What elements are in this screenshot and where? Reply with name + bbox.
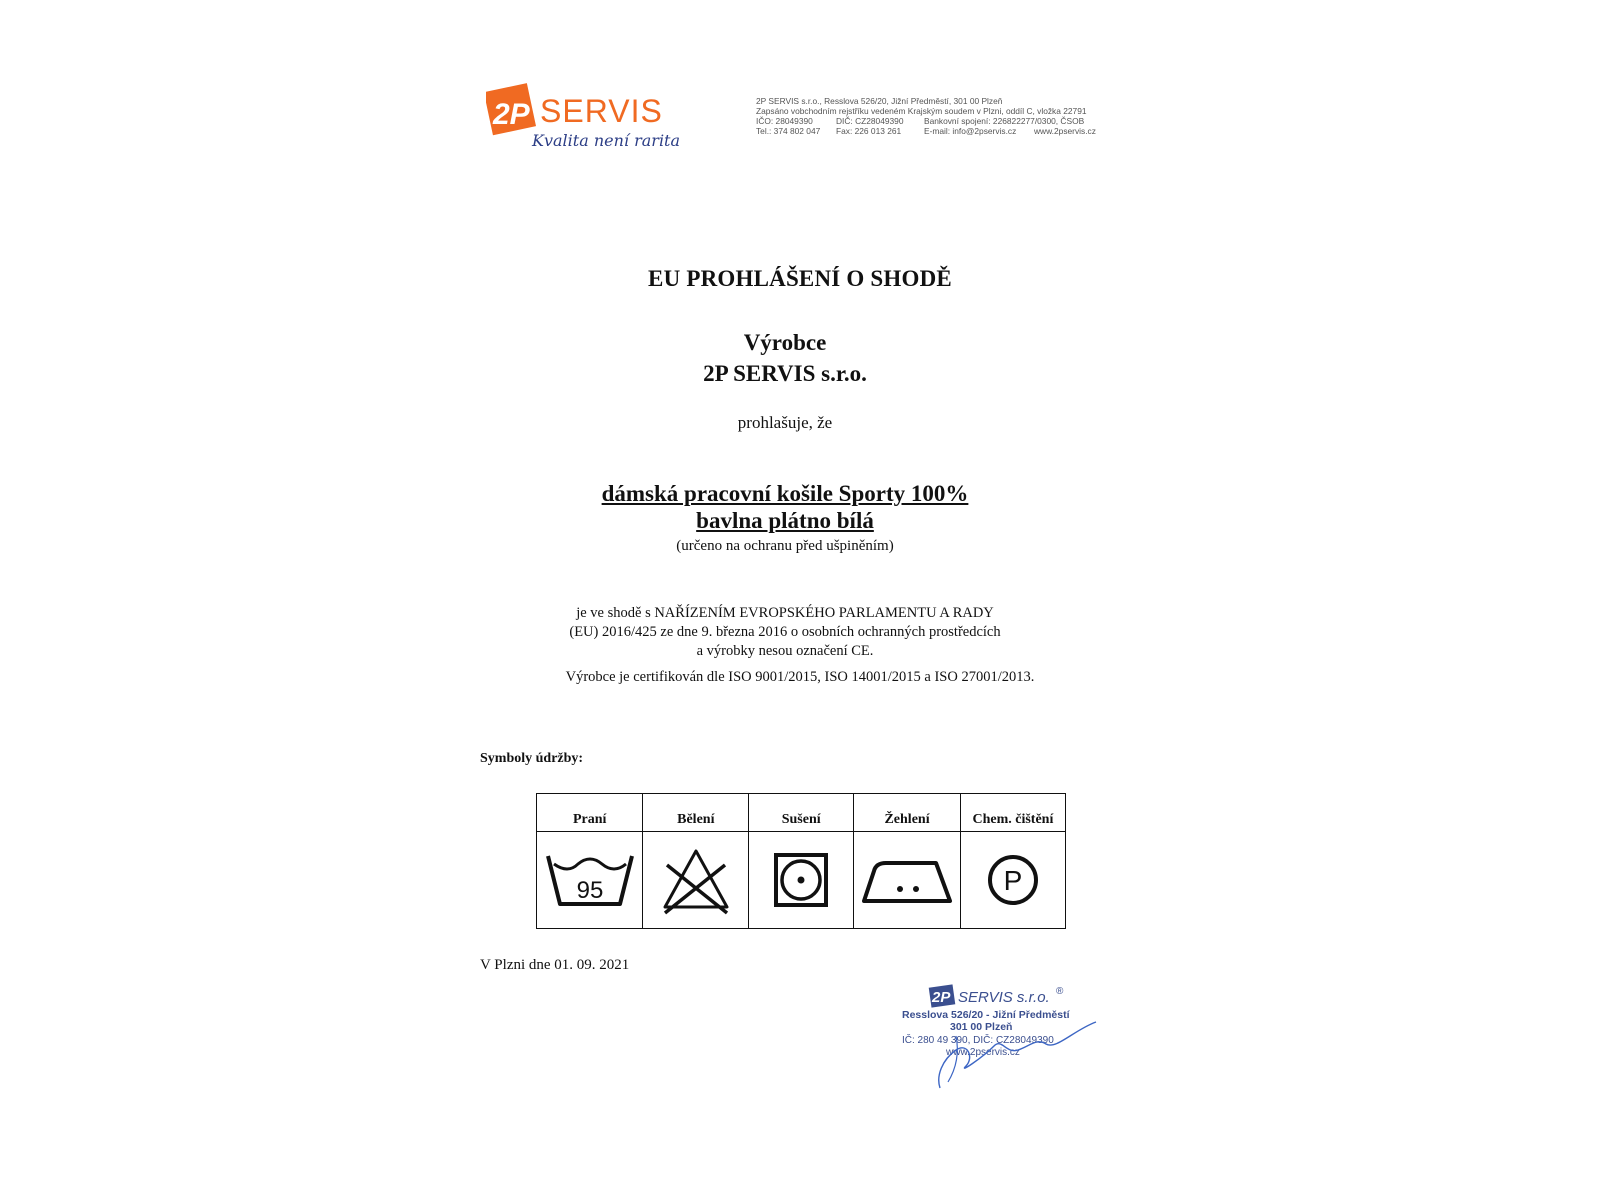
no-bleach-icon bbox=[661, 845, 731, 915]
logo-name: SERVIS bbox=[540, 93, 663, 129]
care-header-ironing: Žehlení bbox=[854, 794, 961, 832]
company-contact-line bbox=[756, 126, 1116, 136]
conformity-line-1: je ve shodě s NAŘÍZENÍM EVROPSKÉHO PARLAMENTU A RADY bbox=[576, 605, 994, 621]
care-header-washing: Praní bbox=[537, 794, 643, 832]
care-header-row bbox=[537, 794, 1066, 832]
stamp-address-1: Resslova 526/20 - Jižní Předměstí bbox=[902, 1009, 1070, 1021]
certification-statement: Výrobce je certifikován dle ISO 9001/2015, ISO 14001/2015 a ISO 27001/2013. bbox=[565, 669, 1035, 685]
document-title: EU PROHLÁŠENÍ O SHODĚ bbox=[648, 266, 952, 291]
care-symbol-row bbox=[537, 832, 1066, 929]
care-cell-bleaching bbox=[643, 832, 749, 929]
stamp-ids: IČ: 280 49 390, DIČ: CZ28049390 bbox=[902, 1035, 1054, 1046]
stamp-web: www.2pservis.cz bbox=[946, 1047, 1020, 1058]
company-ids-line bbox=[756, 116, 1116, 126]
company-ico: IČO: 28049390 bbox=[756, 116, 813, 126]
manufacturer-name: 2P SERVIS s.r.o. bbox=[703, 361, 867, 386]
conformity-line-3: a výrobky nesou označení CE. bbox=[696, 643, 874, 659]
care-cell-ironing bbox=[854, 832, 961, 929]
care-header-drying: Sušení bbox=[749, 794, 854, 832]
dryclean-p-icon bbox=[985, 852, 1041, 908]
care-cell-drying bbox=[749, 832, 854, 929]
wash-95-icon bbox=[544, 850, 636, 910]
company-stamp bbox=[896, 980, 1106, 1090]
company-address-line: 2P SERVIS s.r.o., Resslova 526/20, Jižní Předměstí, 301 00 Plzeň bbox=[756, 96, 1003, 106]
care-header-bleaching: Bělení bbox=[643, 794, 749, 832]
company-email: E-mail: info@2pservis.cz bbox=[924, 126, 1017, 136]
care-cell-washing bbox=[537, 832, 643, 929]
care-cell-drycleaning bbox=[960, 832, 1065, 929]
company-info-block bbox=[756, 96, 1116, 136]
dryclean-letter: P bbox=[1003, 865, 1023, 896]
logo-tagline: Kvalita není rarita bbox=[532, 131, 681, 150]
company-tel: Tel.: 374 802 047 bbox=[756, 126, 821, 136]
declares-text: prohlašuje, že bbox=[737, 413, 833, 432]
company-dic: DIČ: CZ28049390 bbox=[836, 116, 904, 126]
stamp-registered-mark: ® bbox=[1056, 986, 1064, 997]
product-purpose: (určeno na ochranu před ušpiněním) bbox=[676, 538, 894, 554]
company-web: www.2pservis.cz bbox=[1034, 126, 1096, 136]
company-fax: Fax: 226 013 261 bbox=[836, 126, 902, 136]
conformity-line-2: (EU) 2016/425 ze dne 9. března 2016 o osobních ochranných prostředcích bbox=[569, 624, 1001, 640]
company-bank: Bankovní spojení: 226822277/0300, ČSOB bbox=[924, 116, 1085, 126]
care-symbols-title: Symboly údržby: bbox=[480, 751, 584, 766]
stamp-mark: 2P bbox=[932, 989, 951, 1006]
product-name-line-2: bavlna plátno bílá bbox=[696, 508, 874, 533]
logo-mark-text: 2P bbox=[493, 98, 530, 131]
iron-two-dots-icon bbox=[860, 853, 954, 907]
care-symbols-table bbox=[536, 793, 1066, 929]
manufacturer-label: Výrobce bbox=[743, 330, 827, 355]
wash-temperature: 95 bbox=[576, 877, 604, 904]
company-logo bbox=[486, 82, 726, 154]
tumble-dry-icon bbox=[773, 852, 829, 908]
care-header-drycleaning: Chem. čištění bbox=[960, 794, 1065, 832]
company-register-line: Zapsáno vobchodním rejstříku vedeném Krajským soudem v Plzni, oddíl C, vložka 22791 bbox=[756, 106, 1087, 116]
stamp-company-name: SERVIS s.r.o. bbox=[958, 989, 1050, 1006]
product-name-line-1: dámská pracovní košile Sporty 100% bbox=[601, 481, 969, 506]
stamp-address-2: 301 00 Plzeň bbox=[950, 1021, 1013, 1033]
place-and-date: V Plzni dne 01. 09. 2021 bbox=[480, 957, 630, 973]
